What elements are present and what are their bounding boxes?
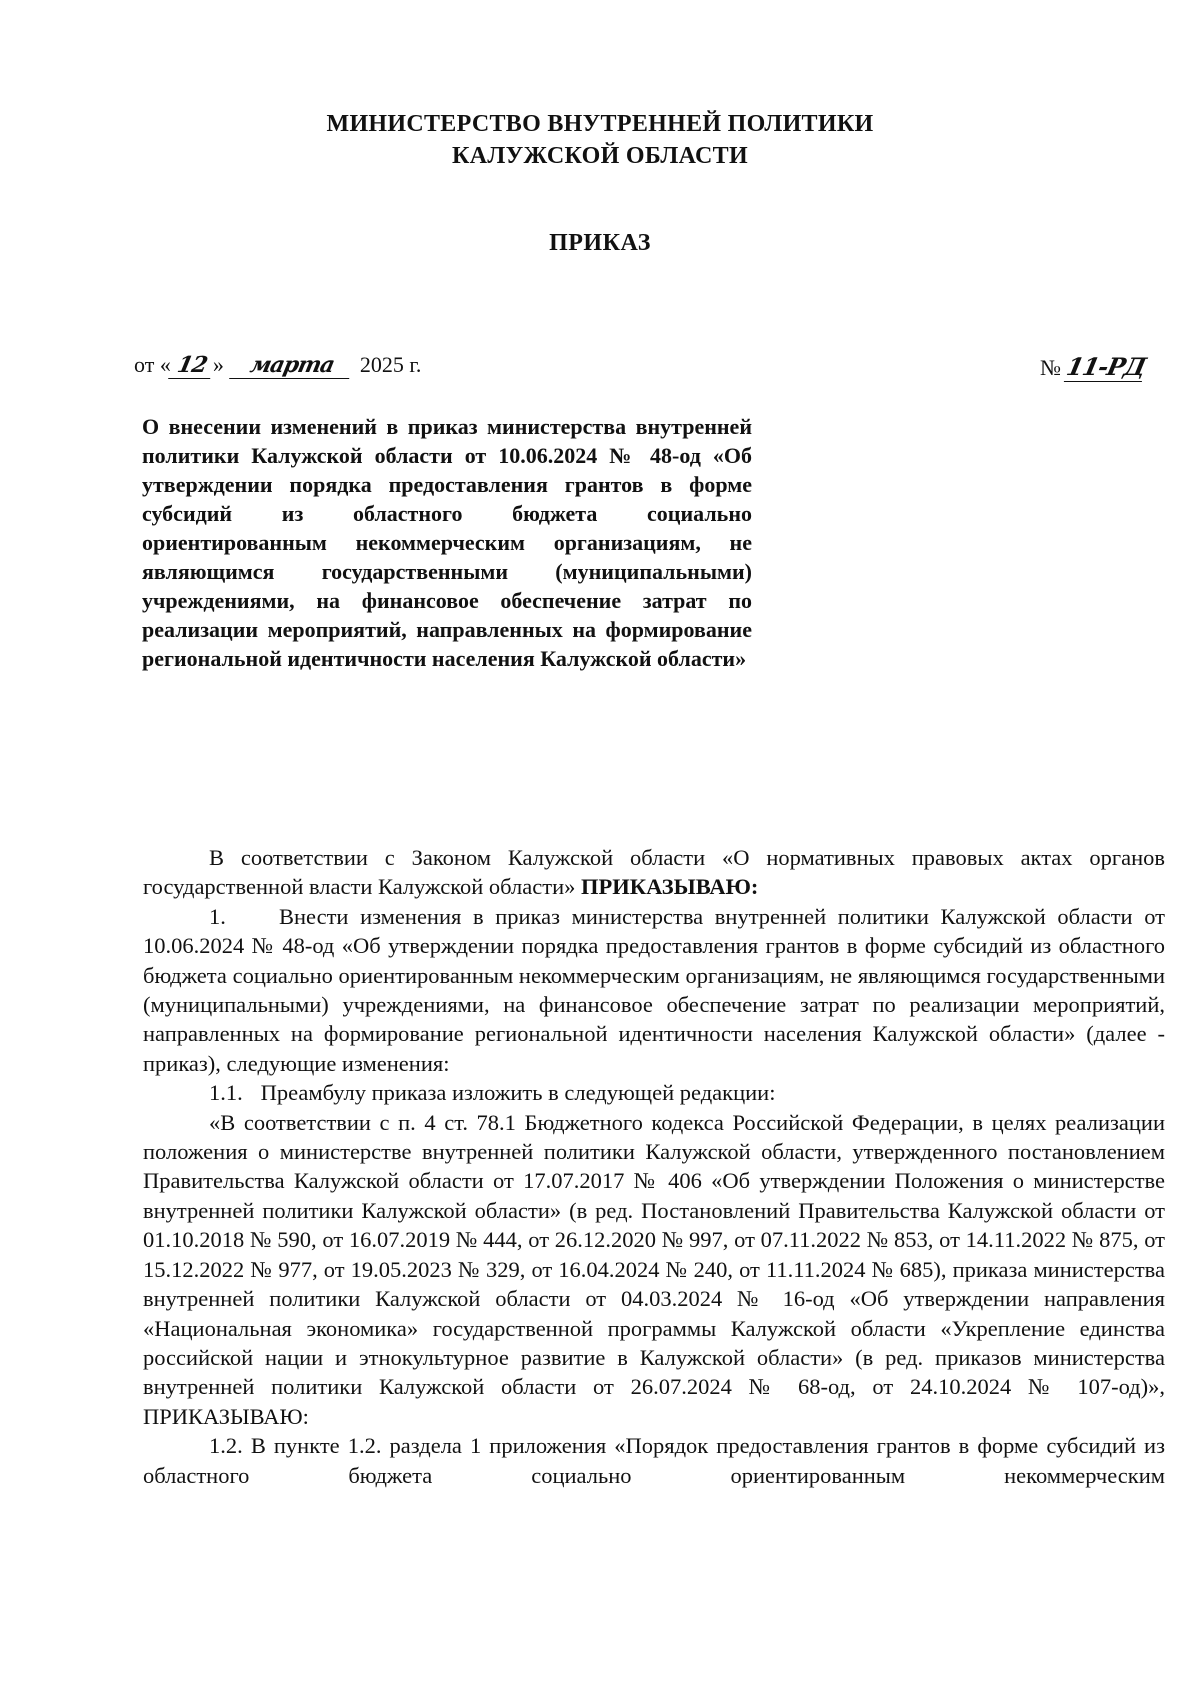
date-prefix: от «	[134, 352, 171, 377]
paragraph-1-1	[143, 1078, 1165, 1107]
paragraph-1-number: 1.	[209, 903, 226, 929]
handwritten-number: 11-РД	[1064, 352, 1148, 381]
intro-order-word: ПРИКАЗЫВАЮ:	[581, 874, 759, 900]
date-mid: »	[212, 352, 224, 377]
intro-paragraph	[143, 843, 1165, 902]
paragraph-1-1-number: 1.1.	[209, 1080, 243, 1106]
paragraph-1-1-text: Преамбулу приказа изложить в следующей редакции:	[260, 1080, 776, 1106]
order-date	[134, 352, 421, 379]
document-type: ПРИКАЗ	[549, 230, 651, 256]
paragraph-1-2: 1.2. В пункте 1.2. раздела 1 приложения «Порядок предоставления грантов в форме субсидий из областного бюджета социально ориентированным некоммерческим	[143, 1433, 1165, 1488]
number-prefix: №	[1040, 355, 1061, 380]
paragraph-1-text: Внести изменения в приказ министерства внутренней политики Калужской области от 10.06.2024 № 48-од «Об утверждении порядка предоставления грантов в форме субсидий из областного бюджета социально ориентированным некоммерческим организациям, не являющимся государственными (муниципальными) учреждениями, на финансовое обеспечение затрат по реализации мероприятий, направленных на формирование региональной идентичности населения Калужской области» (далее - приказ), следующие изменения:	[143, 903, 1165, 1076]
ministry-name-line1: МИНИСТЕРСТВО ВНУТРЕННЕЙ ПОЛИТИКИ	[326, 111, 874, 137]
preamble-quote: «В соответствии с п. 4 ст. 78.1 Бюджетного кодекса Российской Федерации, в целях реализации положения о министерстве внутренней политики Калужской области, утвержденного постановлением Правительства Калужской области от 17.07.2017 № 406 «Об утверждении Положения о министерстве внутренней политики Калужской области» (в ред. Постановлений Правительства Калужской области от 01.10.2018 № 590, от 16.07.2019 № 444, от 26.12.2020 № 997, от 07.11.2022 № 853, от 14.11.2022 № 875, от 15.12.2022 № 977, от 19.05.2023 № 329, от 16.04.2024 № 240, от 11.11.2024 № 685), приказа министерства внутренней политики Калужской области от 04.03.2024 № 16-од «Об утверждении направления «Национальная экономика» государственной программы Калужской области «Укрепление единства российской нации и этнокультурное развитие в Калужской области» (в ред. приказов министерства внутренней политики Калужской области от 26.07.2024 № 68-од, от 24.10.2024 № 107-од)», ПРИКАЗЫВАЮ:	[143, 1109, 1165, 1429]
date-year: 2025 г.	[359, 352, 422, 377]
ministry-name-line2: КАЛУЖСКОЙ ОБЛАСТИ	[452, 143, 748, 169]
ministry-header	[0, 108, 1200, 172]
order-number	[1040, 352, 1148, 382]
intro-text: В соответствии с Законом Калужской области «О нормативных правовых актах органов государственной власти Калужской области»	[143, 845, 1165, 900]
order-subject: О внесении изменений в приказ министерства внутренней политики Калужской области от 10.06.2024 № 48-од «Об утверждении порядка предоставления грантов в форме субсидий из областного бюджета социально ориентированным некоммерческим организациям, не являющимся государственными (муниципальными) учреждениями, на финансовое обеспечение затрат по реализации мероприятий, направленных на формирование региональной идентичности населения Калужской области»	[142, 414, 752, 671]
handwritten-day: 12	[168, 352, 216, 379]
paragraph-1	[143, 902, 1165, 1078]
handwritten-month: марта	[229, 352, 355, 379]
order-body	[143, 843, 1165, 1490]
